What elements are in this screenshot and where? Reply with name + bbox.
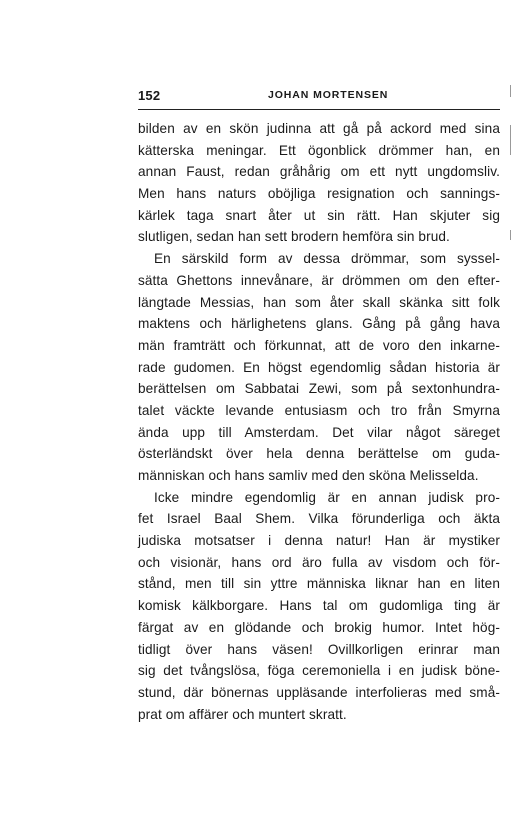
- text-line: rade gudomen. En högst egendomlig sådan historia är: [138, 359, 500, 375]
- text-line: bilden av en skön judinna att gå på ackord med sina: [138, 121, 500, 136]
- text-line: sig det tvångslösa, föga ceremoniella i en judisk böne-: [138, 663, 500, 679]
- paragraph-1: [138, 118, 500, 248]
- text-line: människan och hans samliv med den sköna Melisselda.: [138, 468, 479, 483]
- text-line: stånd, men till sin yttre människa liknar han en liten: [138, 576, 500, 592]
- text-line: och visionär, hans ord äro fulla av visdom och för-: [138, 554, 500, 570]
- text-line: kärlek taga snart åter ut sin rätt. Han skjuter sig: [138, 207, 500, 223]
- text-line: tidligt över hans väsen! Ovillkorligen erinrar man: [138, 641, 500, 657]
- text-line: män framträtt och förkunnat, att de voro den inkarne-: [138, 337, 500, 353]
- paragraph-3: [138, 487, 500, 726]
- page-number: 152: [138, 88, 161, 103]
- text-line: slutligen, sedan han sett brodern hemföra sin brud.: [138, 229, 450, 245]
- paragraph-2: [138, 248, 500, 487]
- text-line: fet Israel Baal Shem. Vilka förunderliga och äkta: [138, 511, 500, 527]
- scan-edge-mark: [510, 125, 511, 155]
- text-line: komisk kälkborgare. Hans tal om gudomliga ting är: [138, 598, 500, 614]
- text-line: Men hans naturs oböjliga resignation och sannings-: [138, 186, 500, 202]
- text-line: längtade Messias, han som åter skall skänka sitt folk: [138, 294, 500, 310]
- text-line: annan Faust, redan gråhårig om ett nytt ungdomsliv.: [138, 164, 500, 180]
- header-rule: [138, 109, 500, 110]
- text-line: prat om affärer och muntert skratt.: [138, 706, 347, 722]
- text-line: kätterska meningar. Ett ögonblick drömmer han, en: [138, 142, 500, 158]
- text-line: judiska motsatser i denna natur! Han är mystiker: [138, 533, 500, 549]
- text-line: stund, där bönernas uppläsande interfolieras med små-: [138, 684, 500, 700]
- scan-edge-mark: [510, 230, 511, 240]
- text-line: färgat av en glödande och brokig humor. Intet hög-: [138, 619, 500, 635]
- body-text: [138, 118, 500, 725]
- text-line: ända upp till Amsterdam. Det vilar något säreget: [138, 424, 500, 440]
- text-line: En särskild form av dessa drömmar, som syssel-: [154, 251, 500, 267]
- text-line: talet väckte levande entusiasm och tro från Smyrna: [138, 402, 500, 418]
- text-line: maktens och härlighetens glans. Gång på gång hava: [138, 316, 500, 332]
- running-head: JOHAN MORTENSEN: [268, 89, 389, 101]
- text-line: berättelsen om Sabbatai Zewi, som på sextonhundra-: [138, 381, 500, 397]
- text-line: österländskt över hela denna berättelse om guda-: [138, 446, 500, 462]
- text-line: sätta Ghettons innevånare, är drömmen om den efter-: [138, 272, 500, 288]
- page-header: [138, 88, 500, 106]
- scan-edge-mark: [510, 85, 511, 97]
- text-line: Icke mindre egendomlig är en annan judisk pro-: [154, 489, 500, 505]
